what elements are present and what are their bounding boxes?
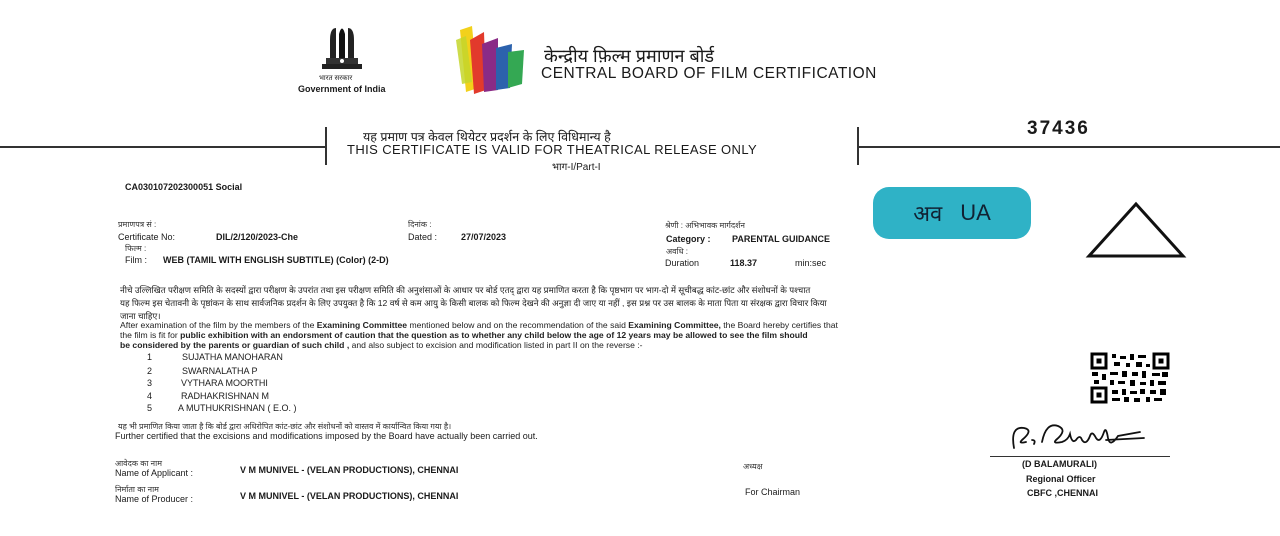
officer-title: Regional Officer (1026, 474, 1096, 484)
applicant-label: Name of Applicant : (115, 468, 194, 478)
date-label: Dated : (408, 232, 438, 242)
hindi-paragraph-line-1: नीचे उल्लिखित परीक्षण समिति के सदस्यों द्वारा परीक्षण के उपरांत तथा इस परीक्षण समिति की अनुशंसाओं के आधार पर बोर्ड एतद् द्वारा यह प्रमाणित करता है कि पृष्ठभाग पर भाग-दो में सूचीबद्ध कांट-छांट और संशोधनों के पश्चात (120, 285, 811, 295)
qr-code-icon (1090, 352, 1170, 404)
rating-badge-english: UA (960, 200, 991, 225)
english-text: and also subject to excision and modification listed in part II on the reverse :- (349, 340, 643, 350)
english-paragraph-line-1 (120, 320, 838, 330)
english-text: the Board hereby certifies that (720, 320, 838, 330)
signature-icon (1006, 418, 1146, 458)
reference-number: CA030107202300051 Social (125, 182, 243, 192)
duration-hindi: अवधि : (666, 247, 688, 256)
english-bold: Examining Committee (316, 320, 408, 330)
date-value: 27/07/2023 (461, 232, 507, 242)
banner-bar-left (325, 127, 327, 165)
duration-value: 118.37 (730, 258, 758, 268)
chairman-hindi: अध्यक्ष (743, 462, 763, 471)
english-text: the film is fit for (120, 330, 181, 340)
film-label: Film : (125, 255, 147, 265)
officer-office: CBFC ,CHENNAI (1027, 488, 1098, 498)
duration-label: Duration (665, 258, 700, 268)
banner-line-right (858, 146, 1280, 148)
date-hindi: दिनांक : (408, 220, 432, 229)
caution-triangle-icon (1085, 201, 1187, 259)
government-of-india-label: Government of India (298, 84, 386, 94)
member-number: 4 (147, 391, 153, 401)
hindi-paragraph-line-3: जाना चाहिए। (120, 311, 161, 321)
cert-no-label: Certificate No: (118, 232, 176, 242)
cert-no-value: DIL/2/120/2023-Che (216, 232, 299, 242)
hindi-paragraph-line-2: यह फिल्म इस चेतावनी के पृष्ठांकन के साथ सार्वजनिक प्रदर्शन के लिए उपयुक्त है कि 12 वर्ष से कम आयु के किसी बालक को फिल्म देखने की अनुज्ञा दी जाए या नहीं , इस प्रश्न पर उस बालक के माता पिता या संरक्षक द्वारा विचार किया (120, 298, 827, 308)
film-hindi: फिल्म : (125, 244, 147, 253)
member-name: SWARNALATHA P (182, 366, 258, 376)
producer-hindi: निर्माता का नाम (115, 485, 159, 494)
english-text: mentioned below and on the recommendation of the said (407, 320, 629, 330)
member-name: RADHAKRISHNAN M (181, 391, 270, 401)
board-name-hindi: केन्द्रीय फ़िल्म प्रमाणन बोर्ड (544, 46, 715, 66)
english-text: After examination of the film by the members of the (120, 320, 317, 330)
banner-bar-right (857, 127, 859, 165)
national-emblem-icon (312, 20, 372, 80)
english-bold: be considered by the parents or guardian of such child , (120, 340, 350, 350)
english-paragraph-line-3 (120, 340, 643, 350)
further-certified-hindi: यह भी प्रमाणित किया जाता है कि बोर्ड द्वारा अधिरोपित कांट-छांट और संशोधनों को वास्तव में कार्यान्वित किया गया है। (118, 422, 452, 431)
rating-badge-hindi: अव (913, 201, 943, 226)
member-number: 3 (147, 378, 153, 388)
officer-name: (D BALAMURALI) (1022, 459, 1097, 469)
cert-no-hindi: प्रमाणपत्र सं : (118, 220, 157, 229)
member-name: A MUTHUKRISHNAN ( E.O. ) (178, 403, 297, 413)
category-hindi: श्रेणी : अभिभावक मार्गदर्शन (665, 221, 745, 230)
producer-value: V M MUNIVEL - (VELAN PRODUCTIONS), CHENNAI (240, 491, 459, 501)
duration-unit: min:sec (795, 258, 827, 268)
english-bold: Examining Committee, (628, 320, 721, 330)
certificate-serial: 37436 (1027, 118, 1090, 139)
member-number: 2 (147, 366, 153, 376)
signature-line (990, 456, 1170, 457)
validity-hindi: यह प्रमाण पत्र केवल थियेटर प्रदर्शन के लिए विधिमान्य है (363, 130, 611, 144)
emblem-hindi-text: भारत सरकार (319, 75, 353, 82)
cbfc-logo-icon (452, 18, 532, 98)
part-label: भाग-I/Part-I (552, 162, 601, 173)
film-value: WEB (TAMIL WITH ENGLISH SUBTITLE) (Color) (2-D) (163, 255, 389, 265)
for-chairman-label: For Chairman (745, 487, 801, 497)
member-name: SUJATHA MANOHARAN (182, 352, 283, 362)
english-paragraph-line-2 (120, 330, 808, 340)
category-label: Category : (666, 234, 711, 244)
validity-english: THIS CERTIFICATE IS VALID FOR THEATRICAL RELEASE ONLY (347, 142, 758, 157)
rating-badge (873, 187, 1031, 239)
banner-line-left (0, 146, 326, 148)
applicant-hindi: आवेदक का नाम (115, 459, 162, 468)
category-value: PARENTAL GUIDANCE (732, 234, 831, 244)
applicant-value: V M MUNIVEL - (VELAN PRODUCTIONS), CHENNAI (240, 465, 459, 475)
further-certified-english: Further certified that the excisions and modifications imposed by the Board have actually been carried out. (115, 431, 538, 441)
member-name: VYTHARA MOORTHI (181, 378, 268, 388)
board-name-english: CENTRAL BOARD OF FILM CERTIFICATION (541, 65, 877, 82)
member-number: 1 (147, 352, 153, 362)
english-bold: public exhibition with an endorsment of caution that the question as to whether any child below the age of 12 years may be allowed to see the film should (180, 330, 808, 340)
producer-label: Name of Producer : (115, 494, 194, 504)
member-number: 5 (147, 403, 153, 413)
